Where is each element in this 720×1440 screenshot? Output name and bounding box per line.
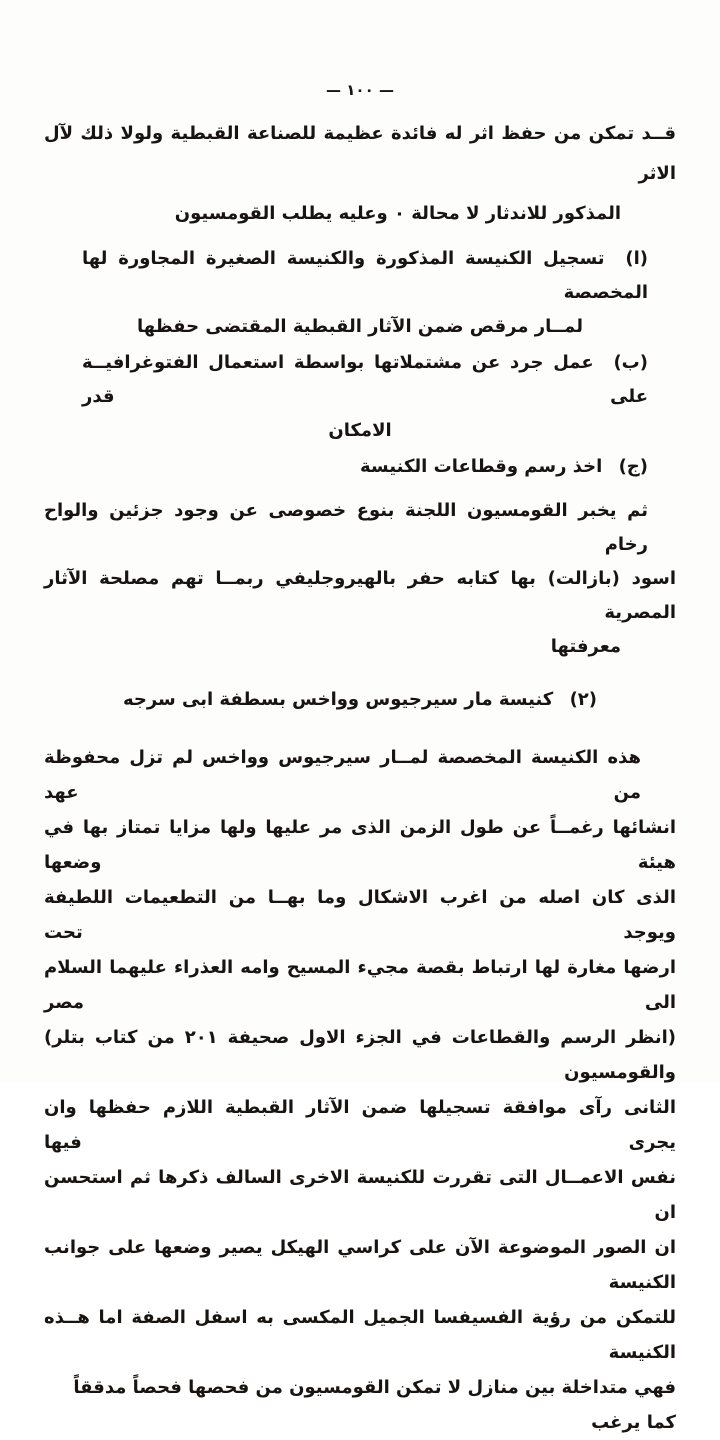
text-line: (انظر الرسم والقطاعات في الجزء الاول صحيفة ٢٠١ من كتاب بتلر) والقومسيون — [44, 1027, 676, 1083]
text-line: انشائها رغمــاً عن طول الزمن الذى مر عليها ولها مزايا تمتاز بها في هيئة وضعها — [44, 817, 676, 873]
list-item — [44, 346, 676, 448]
text-line: فهي متداخلة بين منازل لا تمكن القومسيون من فحصها فحصاً مدققاً كما يرغب — [73, 1377, 676, 1433]
paragraph — [44, 740, 676, 1440]
page-content — [0, 114, 720, 1440]
text-line: ارضها مغارة لها ارتباط بقصة مجيء المسيح وامه العذراء عليهما السلام الى مصر — [44, 957, 676, 1013]
text-line: للتمكن من رؤية الفسيفسا الجميل المكسى به اسفل الصفة اما هــذه الكنيسة — [44, 1307, 676, 1363]
text-line: المذكور للاندثار لا محالة ٠ وعليه يطلب القومسيون — [174, 203, 621, 224]
text-line: معرفتها — [550, 636, 621, 657]
text-line: لمــار مرقص ضمن الآثار القبطية المقتضى حفظها — [136, 316, 584, 337]
section-heading — [44, 684, 676, 716]
list-item — [44, 242, 676, 344]
text-line — [44, 346, 676, 414]
item-marker: (ا) — [625, 248, 648, 269]
page-number: — ١٠٠ — — [326, 81, 394, 99]
item-text: اخذ رسم وقطاعات الكنيسة — [360, 456, 603, 477]
text-line: الثانى رآى موافقة تسجيلها ضمن الآثار القبطية اللازم حفظها وان يجرى فيها — [44, 1097, 676, 1153]
text-line: ثم يخبر القومسيون اللجنة بنوع خصوصى عن وجود جزئين والواح رخام — [44, 500, 648, 555]
text-line: اسود (بازالت) بها كتابه حفر بالهيروجليفي ربمــا تهم مصلحة الآثار المصرية — [44, 568, 676, 623]
item-marker: (ج) — [618, 456, 648, 477]
item-text: عمل جرد عن مشتملاتها بواسطة استعمال الفتوغرافيــة على قدر — [82, 352, 648, 407]
text-line: قــد تمكن من حفظ اثر له فائدة عظيمة للصناعة القبطية ولولا ذلك لآل الاثر — [44, 123, 676, 184]
item-marker: (ب) — [613, 352, 648, 373]
paragraph — [44, 114, 676, 234]
item-text: تسجيل الكنيسة المذكورة والكنيسة الصغيرة المجاورة لها المخصصة — [82, 248, 648, 303]
text-line: نفس الاعمــال التى تقررت للكنيسة الاخرى السالف ذكرها ثم استحسن ان — [44, 1167, 676, 1223]
text-line — [44, 450, 676, 484]
section-title: كنيسة مار سيرجيوس وواخس بسطفة ابى سرجه — [122, 689, 554, 710]
section-number: (٢) — [569, 689, 598, 710]
text-line: هذه الكنيسة المخصصة لمــار سيرجيوس وواخس لم تزل محفوظة من عهد — [44, 747, 641, 803]
text-line — [44, 242, 676, 310]
text-line: الامكان — [328, 420, 392, 441]
list-item — [44, 450, 676, 484]
paragraph — [44, 494, 676, 664]
text-line: ان الصور الموضوعة الآن على كراسي الهيكل يصير وضعها على جوانب الكنيسة — [44, 1237, 676, 1293]
text-line: الذى كان اصله من اغرب الاشكال وما بهــا من التطعيمات اللطيفة ويوجد تحت — [44, 887, 676, 943]
lettered-list — [44, 242, 676, 484]
